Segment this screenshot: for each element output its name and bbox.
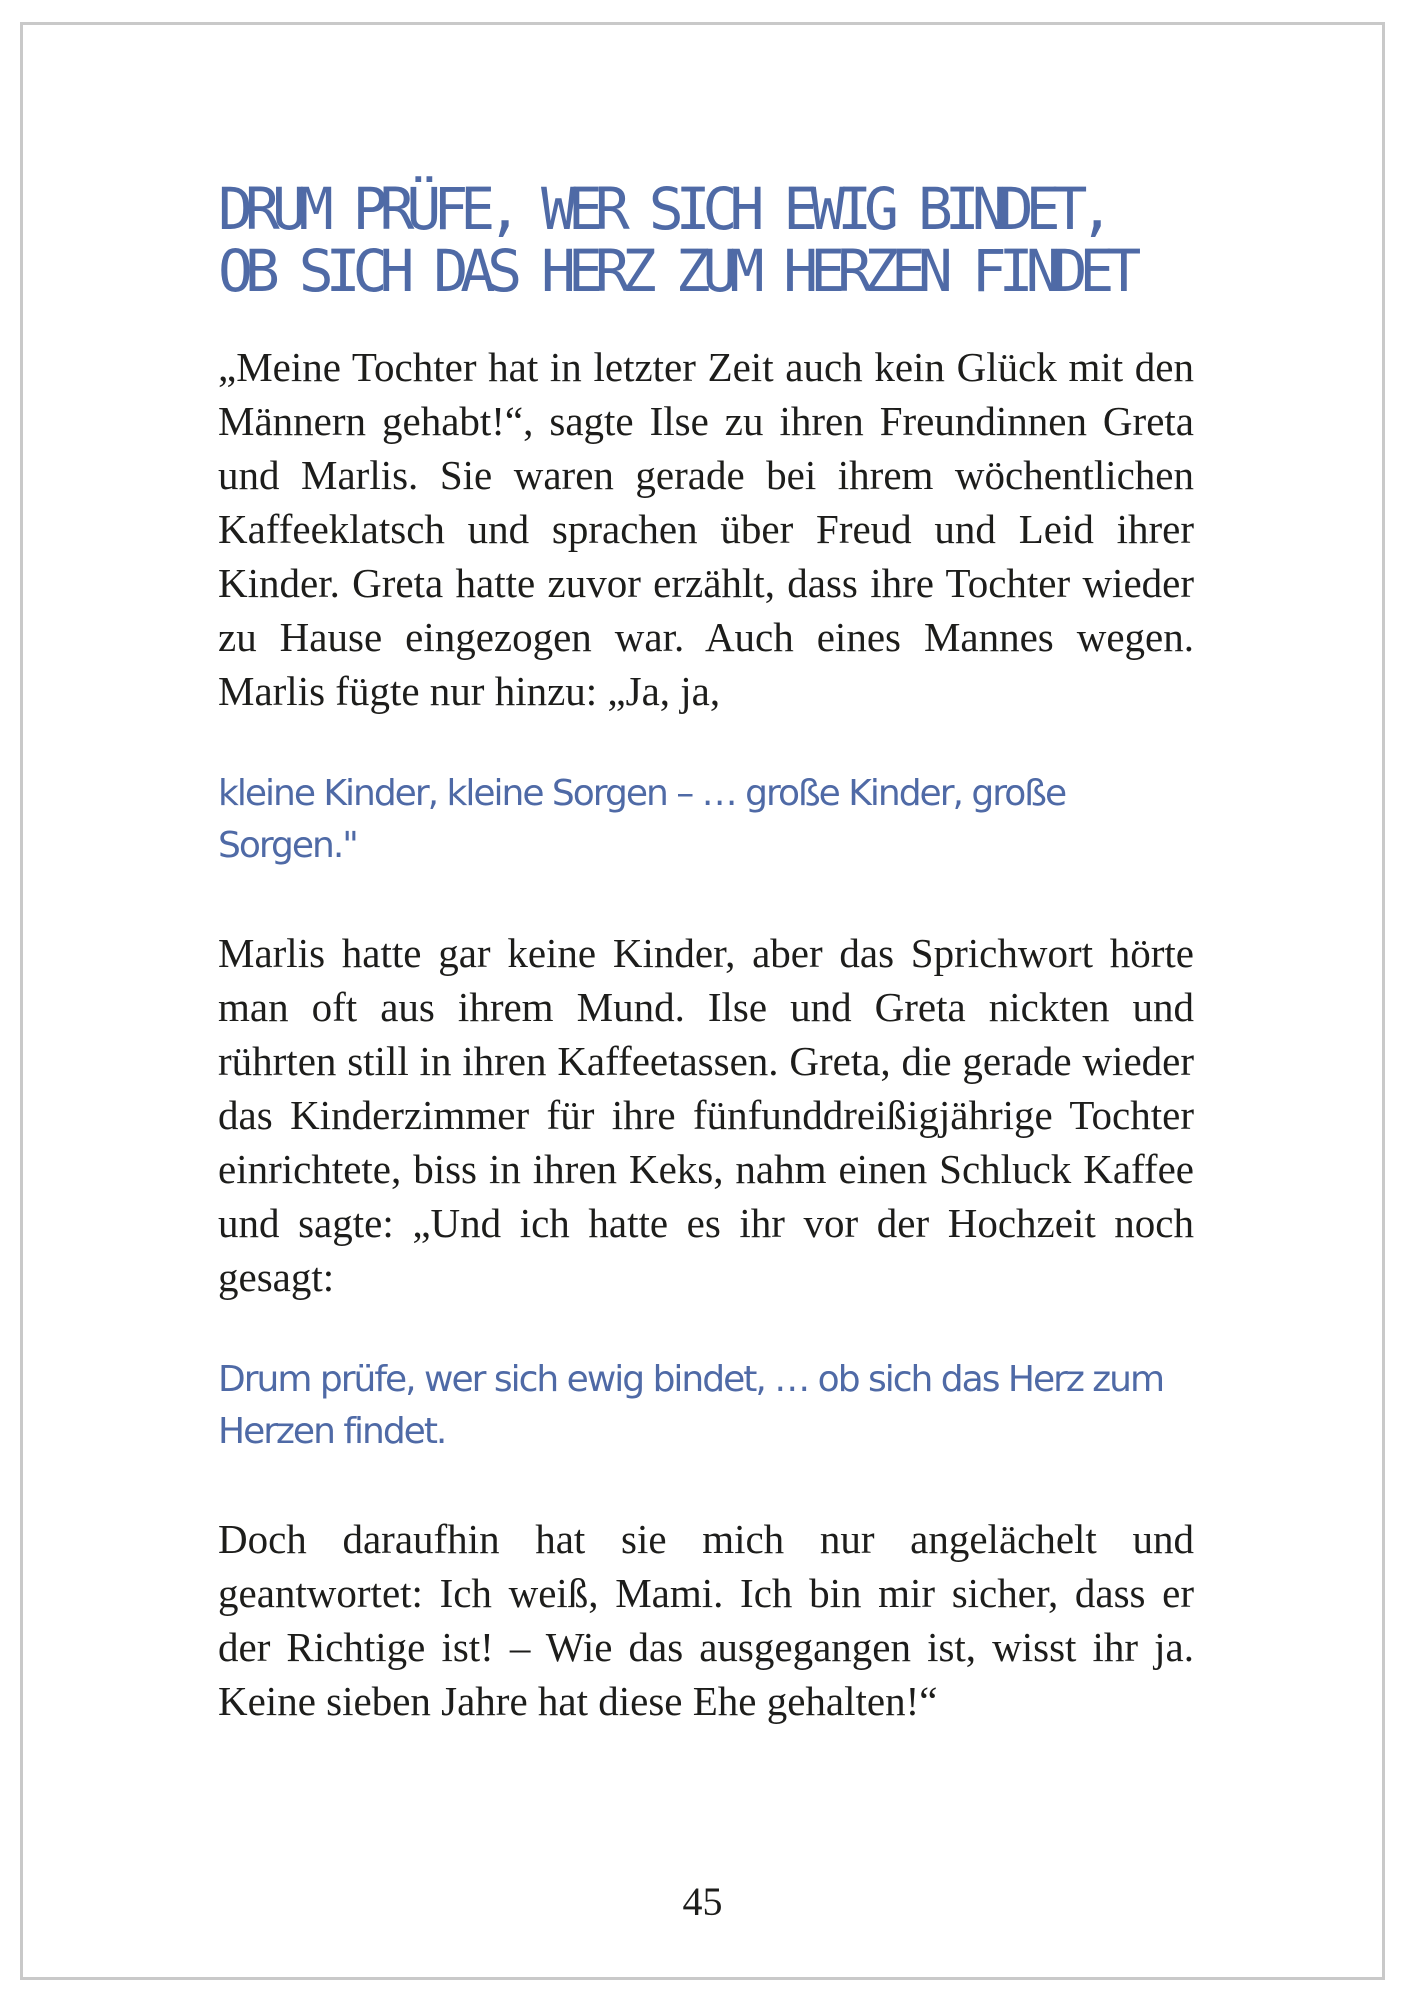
paragraph-2: Marlis hatte gar keine Kinder, aber das Sprichwort hörte man oft aus ihrem Mund. Ilse und Greta nickten und rührten still in ihren Kaffeetassen. Greta, die gerade wieder das Kinderzimmer für ihre fünfunddreißigjährige Tochter einrichtete, biss in ihren Keks, nahm einen Schluck Kaffee und sagte: „Und ich hatte es ihr vor der Hochzeit noch gesagt:: [218, 930, 1194, 1300]
chapter-title-line-1: DRUM PRÜFE, WER SICH EWIG BINDET,: [218, 175, 1107, 243]
paragraph-3: Doch daraufhin hat sie mich nur angelächelt und geantwortet: Ich weiß, Mami. Ich bin mir sicher, dass er der Richtige ist! – Wie das ausgegangen ist, wisst ihr ja. Keine sieben Jahre hat diese Ehe gehalten!“: [218, 1516, 1194, 1724]
page-content: [218, 175, 1194, 1728]
proverb-quote-2: Drum prüfe, wer sich ewig bindet, … ob sich das Herz zum Herzen findet.: [218, 1359, 1164, 1452]
page-number: 45: [682, 1879, 723, 1924]
chapter-title: [218, 175, 1194, 305]
chapter-title-line-2: OB SICH DAS HERZ ZUM HERZEN FINDET: [218, 237, 1134, 305]
proverb-quote-1: kleine Kinder, kleine Sorgen – … große Kinder, große Sorgen.": [218, 773, 1066, 866]
paragraph-1: „Meine Tochter hat in letzter Zeit auch kein Glück mit den Männern gehabt!“, sagte Ilse zu ihren Freundinnen Greta und Marlis. Sie waren gerade bei ihrem wöchentlichen Kaffeeklatsch und sprachen über Freud und Leid ihrer Kinder. Greta hatte zuvor erzählt, dass ihre Tochter wieder zu Hause eingezogen war. Auch eines Mannes wegen. Marlis fügte nur hinzu: „Ja, ja,: [218, 344, 1194, 714]
